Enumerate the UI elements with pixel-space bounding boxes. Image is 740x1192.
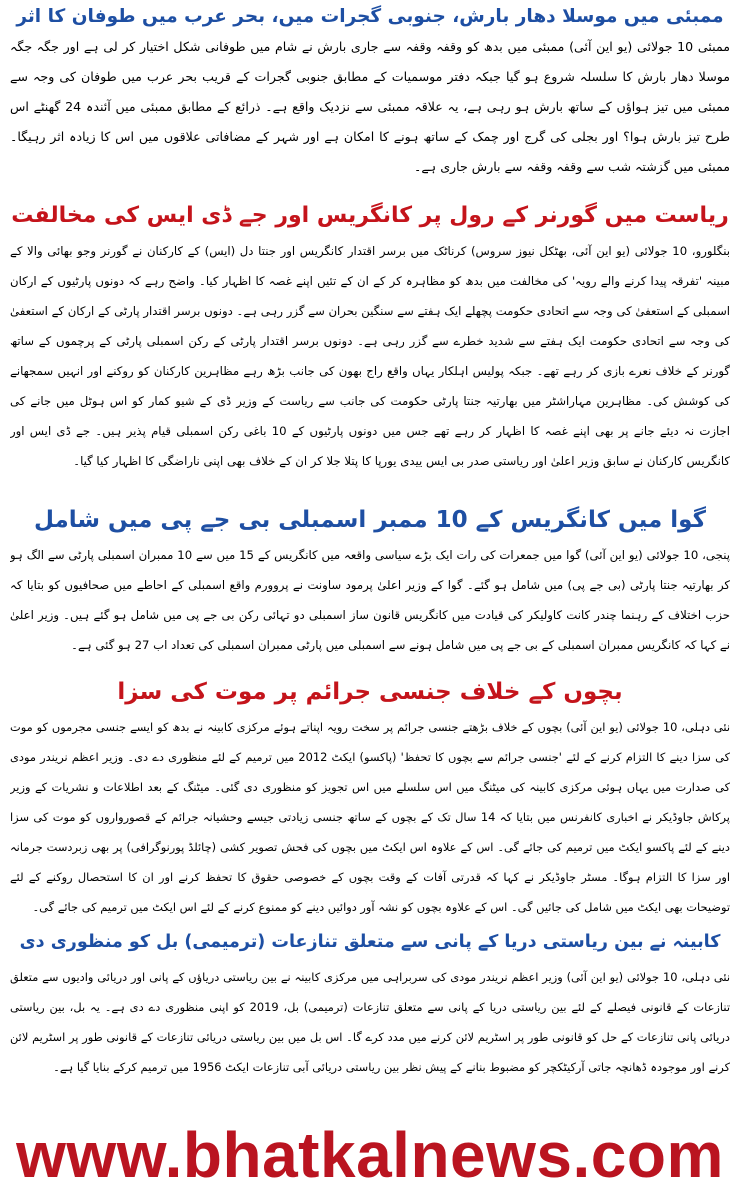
body-karnataka-governor: بنگلورو، 10 جولائی (یو این آئی، بھٹکل نیوز سروس) کرناٹک میں برسر اقتدار کانگریس اور جنتا دل (ایس) کے کارکنان نے گورنر وجو بھائی والا کے مبینہ 'تفرقہ پیدا کرنے والے رویہ' کی مخالفت میں بدھ کو مظاہرہ کر کے ان کے تئیں اپنے غصہ کا اظہار کیا۔ واضح رہے کہ دونوں پارٹیوں کے ارکان اسمبلی کے استعفیٰ کی وجہ سے اتحادی حکومت پچھلے ایک ہفتے سے سنگین بحران سے گزر رہی ہے۔ دونوں برسر اقتدار پارٹی کے ارکان کے استعفیٰ کی وجہ سے اتحادی حکومت ایک ہفتے سے شدید خطرے سے گزر رہی ہے۔ دونوں برسر اقتدار پارٹی کے رکن اسمبلی پارٹی کے پرچموں کے ساتھ گورنر کے خلاف نعرے بازی کر رہے تھے۔ جبکہ پولیس اہلکار یہاں واقع راج بھون کی جانب بڑھ رہے مظاہرین کارکنان کو روکنے اور انہیں سمجھانے کی کوشش کی۔ مظاہرین مہاراشٹر میں بھارتیہ جنتا پارٹی حکومت کی جانب سے ریاست کے وزیر ڈی کے شیو کمار کو اس ہوٹل میں جانے کی اجازت نہ دیئے جانے پر بھی اپنے غصہ کا اظہار کر رہے تھے جس میں دونوں پارٹیوں کے 10 باغی رکن اسمبلی قیام پذیر ہیں۔ جے ڈی ایس اور کانگریس کارکنان نے سابق وزیر اعلیٰ اور ریاستی صدر بی ایس ییدی یورپا کا پتلا جلا کر ان کے خلاف بھی اپنی ناراضگی کا اظہار کیا گیا۔ (10, 244, 730, 468)
body-goa-congress: پنجی، 10 جولائی (یو این آئی) گوا میں جمعرات کی رات ایک بڑے سیاسی واقعہ میں کانگریس کے 15 میں سے 10 ممبران اسمبلی پارٹی سے الگ ہو کر بھارتیہ جنتا پارٹی (بی جے پی) میں شامل ہو گئے۔ گوا کے وزیر اعلیٰ پرمود ساونت نے پروورم واقع اسمبلی کے احاطے میں صحافیوں کو بتایا کہ حزب اختلاف کے رہنما چندر کانت کاولیکر کی قیادت میں کانگریس قانون ساز اسمبلی دو تہائی رکن بی جے پی میں شامل ہو گئے ہیں۔ وزیر اعلیٰ نے کہا کہ کانگریس ممبران اسمبلی کے بی جے پی میں شامل ہونے سے اسمبلی میں پارٹی ممبران اسمبلی کی تعداد اب 27 ہو گئی ہے۔ (10, 548, 730, 652)
body-mumbai-rain: ممبئی 10 جولائی (یو این آئی) ممبئی میں بدھ کو وقفہ وقفہ سے جاری بارش نے شام میں طوفانی شکل اختیار کر لی ہے اور جگہ جگہ موسلا دھار بارش کا سلسلہ شروع ہو گیا جبکہ دفتر موسمیات کے مطابق جنوبی گجرات کے قریب بحر عرب میں طوفان کی وجہ سے ممبئی میں تیز ہواؤں کے ساتھ بارش ہو رہی ہے، یہ علاقہ ممبئی سے نزدیک واقع ہے۔ ذرائع کے مطابق ممبئی میں آئندہ 24 گھنٹے اس طرح تیز بارش ہوا؟ اور بجلی کی گرج اور چمک کے ساتھ ہونے کا امکان ہے اور شہر کے مضافاتی علاقوں میں اس کا زیادہ اثر رہیگا۔ ممبئی میں گزشتہ شب سے وقفہ وقفہ سے بارش جاری ہے۔ (10, 39, 730, 174)
body-pocso-amendment: نئی دہلی، 10 جولائی (یو این آئی) بچوں کے خلاف بڑھتے جنسی جرائم پر سخت رویہ اپناتے ہوئے مرکزی کابینہ نے بدھ کو ایسے جنسی مجرموں کو موت کی سزا دینے کا التزام کرنے کے لئے 'جنسی جرائم سے بچوں کا تحفظ' (پاکسو) ایکٹ 2012 میں ترمیم کے لئے منظوری دے دی۔ وزیر اعظم نریندر مودی کی صدارت میں یہاں ہوئی مرکزی کابینہ کی میٹنگ میں اس سلسلے میں اس تجویز کو منظوری دی گئی۔ میٹنگ کے بعد اطلاعات و نشریات کے وزیر پرکاش جاوڈیکر نے اخباری کانفرنس میں بتایا کہ 14 سال تک کے بچوں کے ساتھ جنسی زیادتی جیسے وحشیانہ جرائم کے قصورواروں کو موت کی سزا دینے کے لئے پاکسو ایکٹ میں ترمیم کی جائے گی۔ اس کے علاوہ اس ایکٹ میں بچوں کی فحش تصویر کشی (چائلڈ پورنوگرافی) پر بھی زبردست جرمانہ اور سزا کا التزام ہوگا۔ مسٹر جاوڈیکر نے کہا کہ قدرتی آفات کے وقت بچوں کے خصوصی حقوق کا تحفظ کرنے اور ان کا استحصال روکنے کے لئے توضیحات بھی ایکٹ میں شامل کی جائیں گی۔ اس کے علاوہ بچوں کو نشہ آور دوائیں دینے کو ممنوع کرنے کے لئے اس ایکٹ میں ترمیم کی جائے گی۔ (10, 720, 730, 914)
article-river-water-bill (10, 922, 730, 1082)
headline-karnataka-governor: ریاست میں گورنر کے رول پر کانگریس اور جے ڈی ایس کی مخالفت (11, 203, 729, 228)
headline-mumbai-rain: ممبئی میں موسلا دھار بارش، جنوبی گجرات میں، بحر عرب میں طوفان کا اثر (16, 6, 724, 27)
site-url[interactable]: www.bhatkalnews.com (16, 1119, 724, 1191)
article-pocso-amendment (10, 672, 730, 922)
headline-pocso-amendment: بچوں کے خلاف جنسی جرائم پر موت کی سزا (117, 679, 623, 705)
article-mumbai-rain (10, 2, 730, 182)
article-goa-congress (10, 500, 730, 660)
article-karnataka-governor (10, 196, 730, 476)
body-river-water-bill: نئی دہلی، 10 جولائی (یو این آئی) وزیر اعظم نریندر مودی کی سربراہی میں مرکزی کابینہ نے بین ریاستی دریاؤں کے پانی اور دریائی وادیوں سے متعلق تنازعات کے قانونی فیصلے کے لئے بین ریاستی دریا کے پانی سے متعلق تنازعات (ترمیمی) بل، 2019 کو اپنی منظوری دے دی ہے۔ یہ بل، بین ریاستی دریائی پانی تنازعات کے حل کو قانونی طور پر اسٹریم لائن کرنے میں مدد کرے گا۔ اس بل میں بین ریاستی دریائی تنازعات کے قانونی طور پر اسٹریم لائن کرنے اور موجودہ ڈھانچہ جاتی آرکیٹکچر کو مضبوط بنانے کے پیش نظر بین ریاستی دریائی آبی تنازعات ایکٹ 1956 میں ترمیم کرکے بنایا گیا ہے۔ (10, 970, 730, 1074)
site-footer (0, 1118, 740, 1192)
headline-goa-congress: گوا میں کانگریس کے 10 ممبر اسمبلی بی جے پی میں شامل (34, 507, 706, 533)
headline-river-water-bill: کابینہ نے بین ریاستی دریا کے پانی سے متعلق تنازعات (ترمیمی) بل کو منظوری دی (19, 932, 721, 952)
